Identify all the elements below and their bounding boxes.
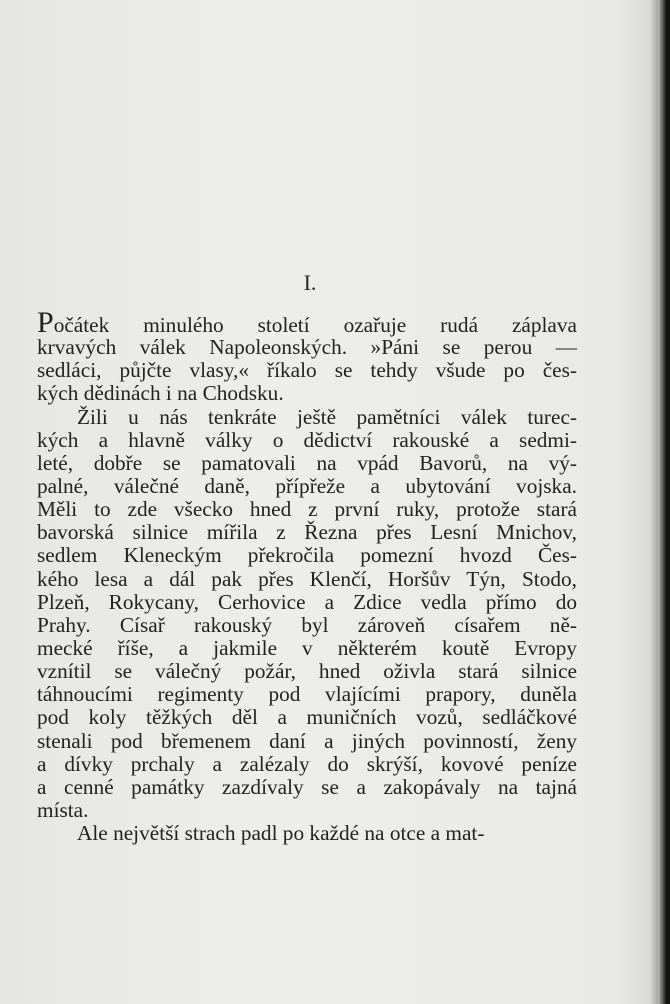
text-line: stenali pod břemenem daní a jiných povinností, ženy [37, 728, 577, 753]
drop-cap-initial: P [37, 306, 54, 339]
text-line: vznítil se válečný požár, hned oživla stará silnice [37, 659, 577, 684]
text-line: kých dědinách i na Chodsku. [37, 381, 284, 406]
body-text [37, 306, 577, 846]
text-line: a cenné památky zazdívaly se a zakopávaly na tajná [37, 774, 577, 799]
text-line: leté, dobře se pamatovali na vpád Bavorů, na vý- [37, 450, 577, 475]
text-line: Prahy. Císař rakouský byl zároveň císařem ně- [37, 612, 577, 637]
text-line: kých a hlavně války o dědictví rakouské a sedmi- [37, 427, 577, 452]
page-edge-shadow [658, 0, 670, 1004]
text-line: Počátek minulého století ozařuje rudá záplava [37, 306, 577, 339]
text-line: kého lesa a dál pak přes Klenčí, Horšův Týn, Stodo, [37, 566, 577, 591]
chapter-heading: I. [303, 270, 317, 295]
text-line: Žili u nás tenkráte ještě pamětníci válek turec- [77, 404, 577, 429]
text-line: táhnoucími regimenty pod vlajícími prapory, duněla [37, 682, 577, 707]
text-line: Plzeň, Rokycany, Cerhovice a Zdice vedla přímo do [37, 589, 577, 614]
text-line: bavorská silnice mířila z Řezna přes Lesní Mnichov, [37, 520, 577, 545]
text-line: sedláci, půjčte vlasy,« říkalo se tehdy všude po čes- [37, 358, 577, 383]
text-line: a dívky prchaly a zalézaly do skrýší, kovové peníze [37, 751, 577, 776]
text-line: Ale největší strach padl po každé na otce a mat- [77, 821, 485, 846]
text-line: sedlem Kleneckým překročila pomezní hvozd Čes- [37, 543, 577, 568]
text-line: krvavých válek Napoleonských. »Páni se perou — [37, 335, 577, 360]
text-line: palné, válečné daně, přípřeže a ubytování vojska. [37, 473, 577, 498]
text-line: Měli to zde všecko hned z první ruky, protože stará [37, 497, 577, 522]
text-line: mecké říše, a jakmile v některém koutě Evropy [37, 635, 577, 660]
text-line: pod koly těžkých děl a muničních vozů, sedláčkové [37, 705, 577, 730]
text-line: místa. [37, 797, 89, 822]
